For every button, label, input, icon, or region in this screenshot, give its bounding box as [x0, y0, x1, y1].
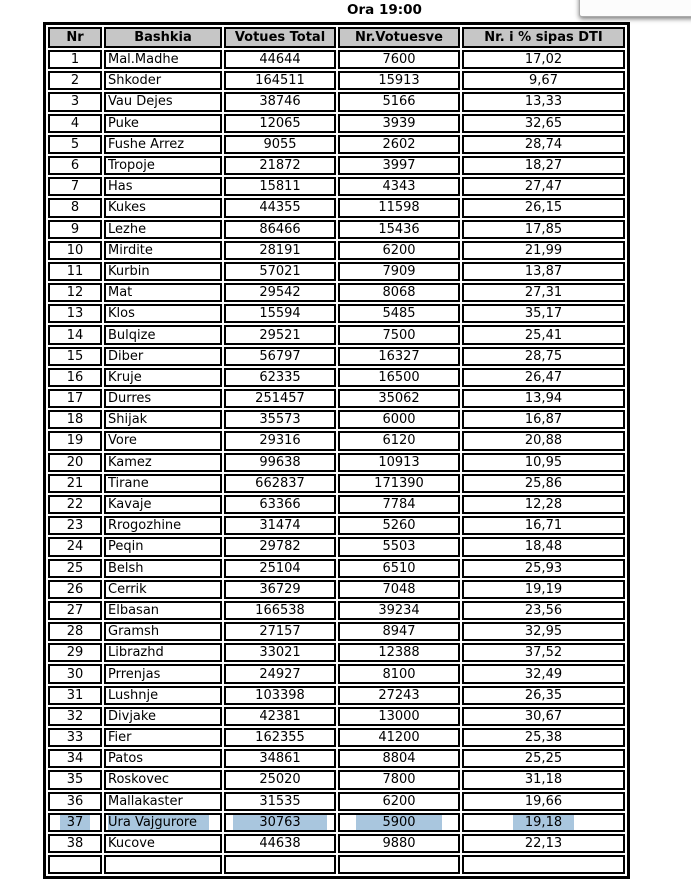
cell-nr-votuesve: 7909	[338, 262, 460, 281]
cell-pct-dti: 19,66	[462, 792, 625, 811]
cell-bashkia: Tirane	[104, 474, 222, 493]
table-row	[48, 304, 625, 323]
cell-pct-dti: 25,86	[462, 474, 625, 493]
cell-nr	[48, 813, 102, 832]
selected-text: 5900	[356, 815, 441, 830]
cell-bashkia: Durres	[104, 389, 222, 408]
cell-votues-total: 21872	[224, 156, 336, 175]
table-row	[48, 92, 625, 111]
cell-bashkia	[104, 855, 222, 874]
cell-nr-votuesve: 13000	[338, 707, 460, 726]
cell-nr: 2	[48, 71, 102, 90]
table-row	[48, 516, 625, 535]
cell-pct-dti: 32,95	[462, 622, 625, 641]
cell-votues-total: 29542	[224, 283, 336, 302]
cell-bashkia: Klos	[104, 304, 222, 323]
cell-nr: 36	[48, 792, 102, 811]
cell-votues-total: 166538	[224, 601, 336, 620]
cell-votues-total: 42381	[224, 707, 336, 726]
cell-nr-votuesve: 35062	[338, 389, 460, 408]
cell-bashkia: Mal.Madhe	[104, 50, 222, 69]
cell-nr-votuesve: 39234	[338, 601, 460, 620]
cell-nr: 34	[48, 749, 102, 768]
cell-nr: 22	[48, 495, 102, 514]
cell-pct-dti: 22,13	[462, 834, 625, 853]
cell-bashkia: Belsh	[104, 559, 222, 578]
table-row	[48, 580, 625, 599]
cell-pct-dti: 12,28	[462, 495, 625, 514]
cell-nr: 17	[48, 389, 102, 408]
cell-bashkia: Kavaje	[104, 495, 222, 514]
cell-nr: 21	[48, 474, 102, 493]
cell-votues-total: 103398	[224, 686, 336, 705]
cell-nr-votuesve: 8068	[338, 283, 460, 302]
cell-pct-dti: 25,25	[462, 749, 625, 768]
cell-votues-total: 28191	[224, 241, 336, 260]
cell-nr: 28	[48, 622, 102, 641]
table-row	[48, 71, 625, 90]
cell-pct-dti: 35,17	[462, 304, 625, 323]
cell-pct-dti: 26,15	[462, 198, 625, 217]
cell-nr-votuesve: 16327	[338, 347, 460, 366]
cell-votues-total: 34861	[224, 749, 336, 768]
cell-pct-dti: 9,67	[462, 71, 625, 90]
cell-nr: 32	[48, 707, 102, 726]
selected-text: 30763	[233, 815, 326, 830]
cell-nr-votuesve: 7500	[338, 325, 460, 344]
cell-pct-dti	[462, 813, 625, 832]
cell-pct-dti: 16,71	[462, 516, 625, 535]
cell-nr-votuesve: 5485	[338, 304, 460, 323]
cell-pct-dti: 32,49	[462, 664, 625, 683]
cell-bashkia: Vau Dejes	[104, 92, 222, 111]
cell-nr: 7	[48, 177, 102, 196]
table-row	[48, 50, 625, 69]
cell-nr-votuesve	[338, 813, 460, 832]
cell-votues-total: 662837	[224, 474, 336, 493]
table-row	[48, 325, 625, 344]
table-row	[48, 601, 625, 620]
cell-votues-total: 44355	[224, 198, 336, 217]
cell-pct-dti: 32,65	[462, 114, 625, 133]
table-row	[48, 495, 625, 514]
cell-bashkia: Gramsh	[104, 622, 222, 641]
cell-votues-total: 86466	[224, 220, 336, 239]
cell-pct-dti: 16,87	[462, 410, 625, 429]
cell-nr: 33	[48, 728, 102, 747]
selected-text: Ura Vajgurore	[108, 815, 209, 830]
cell-nr: 20	[48, 453, 102, 472]
cell-nr-votuesve: 10913	[338, 453, 460, 472]
cell-pct-dti: 28,75	[462, 347, 625, 366]
cell-nr-votuesve: 4343	[338, 177, 460, 196]
cell-nr-votuesve: 6510	[338, 559, 460, 578]
overlay-panel-corner	[579, 0, 691, 17]
cell-votues-total: 164511	[224, 71, 336, 90]
cell-bashkia: Prrenjas	[104, 664, 222, 683]
cell-votues-total: 31474	[224, 516, 336, 535]
cell-pct-dti: 18,27	[462, 156, 625, 175]
cell-votues-total: 29782	[224, 537, 336, 556]
cell-nr: 15	[48, 347, 102, 366]
cell-pct-dti: 30,67	[462, 707, 625, 726]
selected-text: 37	[60, 815, 91, 830]
cell-bashkia: Kukes	[104, 198, 222, 217]
table-row	[48, 537, 625, 556]
cell-nr-votuesve	[338, 855, 460, 874]
cell-nr-votuesve: 5503	[338, 537, 460, 556]
column-header-nr: Nr	[48, 27, 102, 48]
cell-votues-total: 36729	[224, 580, 336, 599]
table-row	[48, 262, 625, 281]
cell-nr: 5	[48, 135, 102, 154]
cell-pct-dti: 31,18	[462, 770, 625, 789]
table-row	[48, 241, 625, 260]
cell-votues-total: 33021	[224, 643, 336, 662]
cell-bashkia	[104, 813, 222, 832]
cell-votues-total	[224, 813, 336, 832]
cell-nr: 24	[48, 537, 102, 556]
cell-pct-dti: 20,88	[462, 431, 625, 450]
cell-bashkia: Peqin	[104, 537, 222, 556]
table-row	[48, 368, 625, 387]
cell-nr: 14	[48, 325, 102, 344]
cell-votues-total: 63366	[224, 495, 336, 514]
cell-nr: 30	[48, 664, 102, 683]
cell-votues-total: 38746	[224, 92, 336, 111]
table-row	[48, 622, 625, 641]
table-row	[48, 686, 625, 705]
cell-bashkia: Fier	[104, 728, 222, 747]
cell-bashkia: Divjake	[104, 707, 222, 726]
cell-pct-dti: 27,31	[462, 283, 625, 302]
cell-nr-votuesve: 9880	[338, 834, 460, 853]
cell-nr: 9	[48, 220, 102, 239]
cell-bashkia: Puke	[104, 114, 222, 133]
cell-nr-votuesve: 3997	[338, 156, 460, 175]
cell-nr-votuesve: 5260	[338, 516, 460, 535]
cell-pct-dti: 25,38	[462, 728, 625, 747]
cell-votues-total	[224, 855, 336, 874]
cell-pct-dti: 17,85	[462, 220, 625, 239]
cell-nr-votuesve: 8100	[338, 664, 460, 683]
table-row	[48, 135, 625, 154]
cell-bashkia: Shijak	[104, 410, 222, 429]
table-row	[48, 707, 625, 726]
table-row	[48, 728, 625, 747]
cell-pct-dti: 27,47	[462, 177, 625, 196]
cell-nr: 26	[48, 580, 102, 599]
table-row	[48, 177, 625, 196]
column-header-bashkia: Bashkia	[104, 27, 222, 48]
table-row	[48, 431, 625, 450]
cell-nr: 35	[48, 770, 102, 789]
cell-nr-votuesve: 8947	[338, 622, 460, 641]
cell-nr: 3	[48, 92, 102, 111]
cell-bashkia: Elbasan	[104, 601, 222, 620]
cell-pct-dti	[462, 855, 625, 874]
cell-nr-votuesve: 8804	[338, 749, 460, 768]
cell-nr-votuesve: 2602	[338, 135, 460, 154]
cell-pct-dti: 28,74	[462, 135, 625, 154]
table-header-row	[48, 27, 625, 48]
cell-bashkia: Fushe Arrez	[104, 135, 222, 154]
cell-pct-dti: 19,19	[462, 580, 625, 599]
table-row	[48, 749, 625, 768]
cell-bashkia: Kucove	[104, 834, 222, 853]
cell-nr: 23	[48, 516, 102, 535]
cell-nr-votuesve: 7800	[338, 770, 460, 789]
column-header-pct-dti: Nr. i % sipas DTI	[462, 27, 625, 48]
table-row	[48, 114, 625, 133]
cell-nr: 6	[48, 156, 102, 175]
cell-votues-total: 29521	[224, 325, 336, 344]
cell-nr-votuesve: 6000	[338, 410, 460, 429]
cell-nr-votuesve: 11598	[338, 198, 460, 217]
cell-pct-dti: 18,48	[462, 537, 625, 556]
table-row	[48, 559, 625, 578]
cell-nr-votuesve: 7600	[338, 50, 460, 69]
selected-text: 19,18	[513, 815, 574, 830]
cell-nr-votuesve: 6200	[338, 792, 460, 811]
cell-nr-votuesve: 12388	[338, 643, 460, 662]
cell-pct-dti: 21,99	[462, 241, 625, 260]
cell-nr-votuesve: 16500	[338, 368, 460, 387]
cell-bashkia: Lezhe	[104, 220, 222, 239]
cell-pct-dti: 25,41	[462, 325, 625, 344]
cell-nr: 8	[48, 198, 102, 217]
table-row	[48, 410, 625, 429]
cell-votues-total: 15811	[224, 177, 336, 196]
cell-votues-total: 35573	[224, 410, 336, 429]
cell-bashkia: Tropoje	[104, 156, 222, 175]
cell-bashkia: Roskovec	[104, 770, 222, 789]
cell-pct-dti: 10,95	[462, 453, 625, 472]
cell-votues-total: 12065	[224, 114, 336, 133]
cell-nr	[48, 855, 102, 874]
cell-nr-votuesve: 6200	[338, 241, 460, 260]
cell-votues-total: 31535	[224, 792, 336, 811]
cell-nr: 4	[48, 114, 102, 133]
cell-nr: 25	[48, 559, 102, 578]
cell-nr: 31	[48, 686, 102, 705]
table-row	[48, 643, 625, 662]
cell-pct-dti: 13,87	[462, 262, 625, 281]
table-row-selected	[48, 813, 625, 832]
cell-bashkia: Patos	[104, 749, 222, 768]
cell-nr-votuesve: 27243	[338, 686, 460, 705]
cell-bashkia: Cerrik	[104, 580, 222, 599]
cell-pct-dti: 17,02	[462, 50, 625, 69]
cell-votues-total: 57021	[224, 262, 336, 281]
cell-bashkia: Kruje	[104, 368, 222, 387]
cell-bashkia: Has	[104, 177, 222, 196]
cell-nr-votuesve: 41200	[338, 728, 460, 747]
cell-nr-votuesve: 3939	[338, 114, 460, 133]
cell-votues-total: 15594	[224, 304, 336, 323]
cell-bashkia: Diber	[104, 347, 222, 366]
cell-votues-total: 162355	[224, 728, 336, 747]
column-header-votues-total: Votues Total	[224, 27, 336, 48]
cell-bashkia: Kamez	[104, 453, 222, 472]
cell-votues-total: 27157	[224, 622, 336, 641]
cell-nr-votuesve: 15913	[338, 71, 460, 90]
table-row	[48, 198, 625, 217]
cell-bashkia: Rrogozhine	[104, 516, 222, 535]
table-row	[48, 156, 625, 175]
cell-pct-dti: 37,52	[462, 643, 625, 662]
cell-nr: 12	[48, 283, 102, 302]
cell-votues-total: 44638	[224, 834, 336, 853]
table-row	[48, 389, 625, 408]
results-table	[43, 22, 630, 879]
cell-bashkia: Mirdite	[104, 241, 222, 260]
cell-nr: 11	[48, 262, 102, 281]
cell-bashkia: Mallakaster	[104, 792, 222, 811]
cell-bashkia: Shkoder	[104, 71, 222, 90]
cell-nr: 13	[48, 304, 102, 323]
cell-pct-dti: 13,33	[462, 92, 625, 111]
cell-pct-dti: 26,47	[462, 368, 625, 387]
cell-votues-total: 25104	[224, 559, 336, 578]
cell-nr: 19	[48, 431, 102, 450]
cell-nr: 18	[48, 410, 102, 429]
cell-votues-total: 25020	[224, 770, 336, 789]
cell-bashkia: Librazhd	[104, 643, 222, 662]
cell-nr-votuesve: 7784	[338, 495, 460, 514]
cell-votues-total: 9055	[224, 135, 336, 154]
table-row	[48, 664, 625, 683]
table-row	[48, 474, 625, 493]
cell-nr: 27	[48, 601, 102, 620]
cell-votues-total: 56797	[224, 347, 336, 366]
table-row	[48, 834, 625, 853]
cell-nr-votuesve: 171390	[338, 474, 460, 493]
table-row	[48, 283, 625, 302]
cell-bashkia: Kurbin	[104, 262, 222, 281]
cell-votues-total: 62335	[224, 368, 336, 387]
cell-votues-total: 99638	[224, 453, 336, 472]
table-row	[48, 770, 625, 789]
table-row	[48, 347, 625, 366]
cell-nr-votuesve: 6120	[338, 431, 460, 450]
cell-pct-dti: 25,93	[462, 559, 625, 578]
table-row	[48, 453, 625, 472]
column-header-nr-votuesve: Nr.Votuesve	[338, 27, 460, 48]
cell-bashkia: Mat	[104, 283, 222, 302]
cell-nr-votuesve: 7048	[338, 580, 460, 599]
cell-nr-votuesve: 15436	[338, 220, 460, 239]
cell-nr: 1	[48, 50, 102, 69]
page-title: Ora 19:00	[347, 2, 422, 18]
cell-bashkia: Vore	[104, 431, 222, 450]
table-header	[48, 27, 625, 48]
table-row	[48, 220, 625, 239]
cell-bashkia: Lushnje	[104, 686, 222, 705]
cell-votues-total: 44644	[224, 50, 336, 69]
cell-bashkia: Bulqize	[104, 325, 222, 344]
cell-votues-total: 251457	[224, 389, 336, 408]
cell-nr: 29	[48, 643, 102, 662]
cell-nr: 16	[48, 368, 102, 387]
cell-pct-dti: 26,35	[462, 686, 625, 705]
cell-pct-dti: 13,94	[462, 389, 625, 408]
cell-nr: 38	[48, 834, 102, 853]
cell-votues-total: 24927	[224, 664, 336, 683]
table-row	[48, 792, 625, 811]
table-row-partial	[48, 855, 625, 874]
cell-nr: 10	[48, 241, 102, 260]
cell-pct-dti: 23,56	[462, 601, 625, 620]
cell-votues-total: 29316	[224, 431, 336, 450]
cell-nr-votuesve: 5166	[338, 92, 460, 111]
